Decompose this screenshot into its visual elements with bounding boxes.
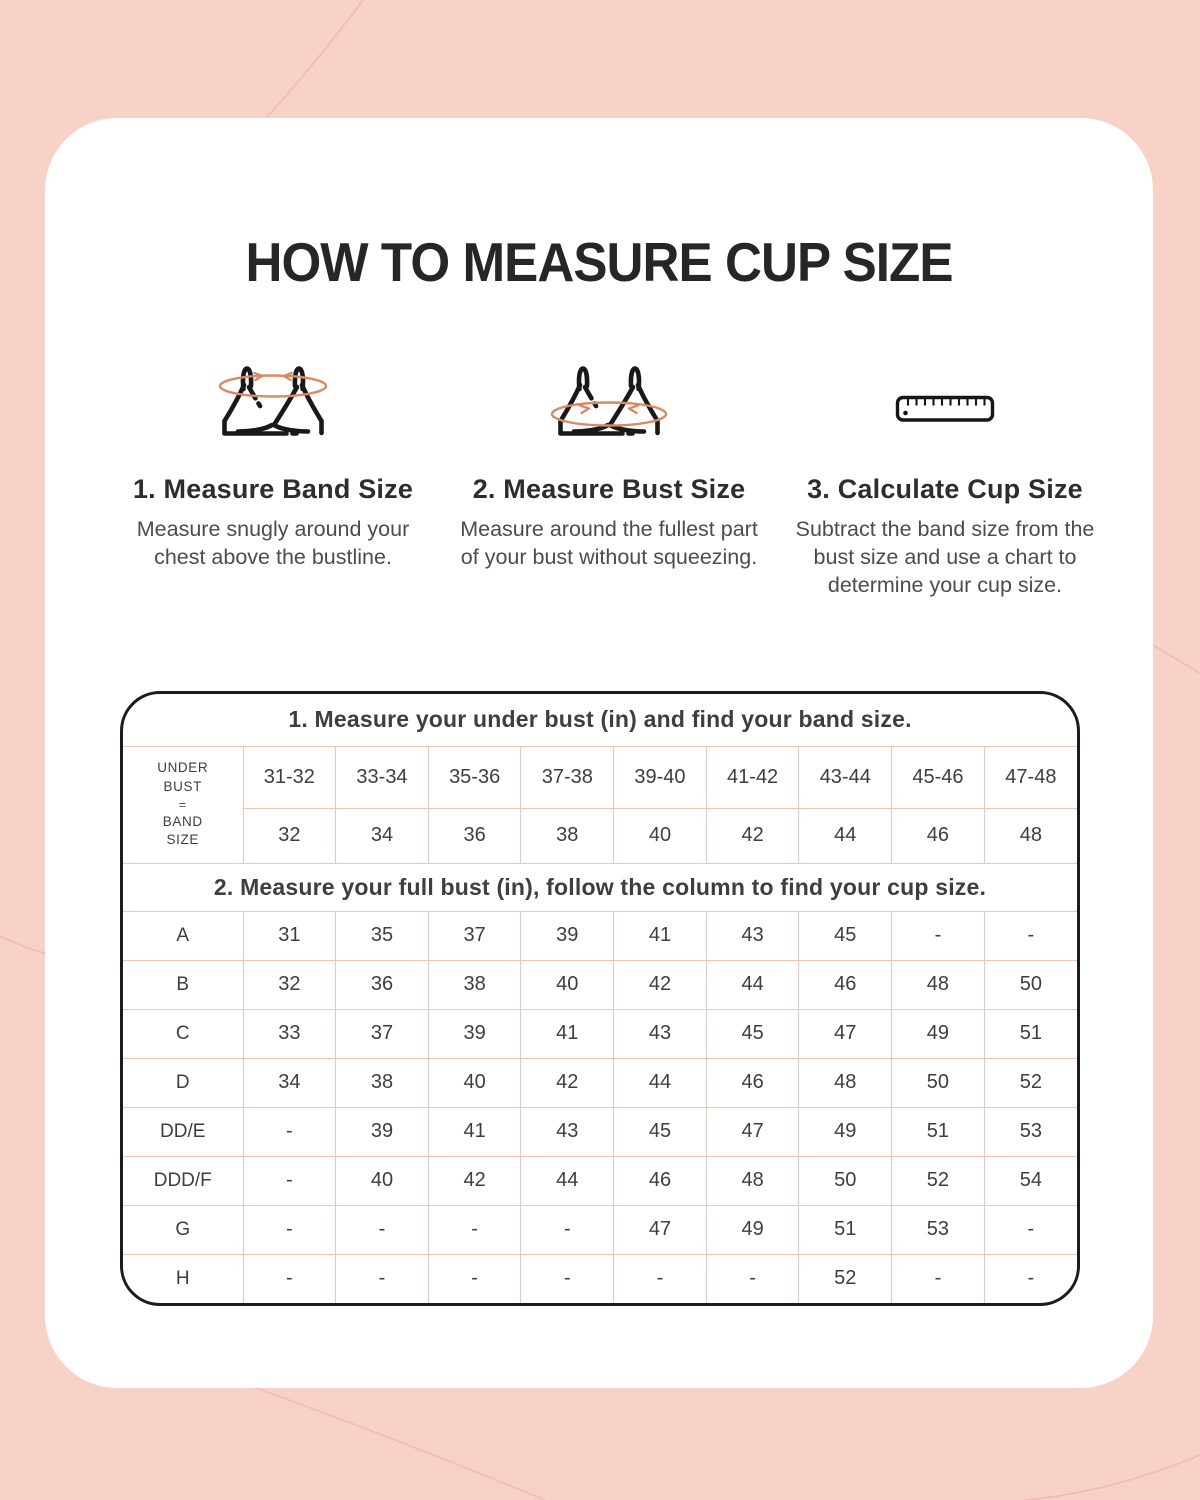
band-measure-icon xyxy=(208,362,338,456)
band-size-cell: 48 xyxy=(984,808,1077,863)
bust-size-value-cell: 52 xyxy=(892,1156,985,1205)
bust-size-value-cell: 52 xyxy=(799,1254,892,1303)
bust-size-value-cell: 49 xyxy=(799,1107,892,1156)
bust-size-value-cell: 37 xyxy=(428,911,521,960)
cup-letter-cell: G xyxy=(123,1205,243,1254)
bust-size-value-cell: 42 xyxy=(428,1156,521,1205)
under-bust-range-cell: 43-44 xyxy=(799,746,892,808)
bust-size-value-cell: 47 xyxy=(706,1107,799,1156)
cup-letter-cell: H xyxy=(123,1254,243,1303)
bust-size-value-cell: - xyxy=(614,1254,707,1303)
under-bust-range-cell: 41-42 xyxy=(706,746,799,808)
bust-size-value-cell: 32 xyxy=(243,960,336,1009)
bust-size-value-cell: - xyxy=(706,1254,799,1303)
bust-size-value-cell: 48 xyxy=(799,1058,892,1107)
bust-size-value-cell: 50 xyxy=(984,960,1077,1009)
bust-size-value-cell: - xyxy=(984,1205,1077,1254)
bust-size-value-cell: 53 xyxy=(984,1107,1077,1156)
bust-size-value-cell: - xyxy=(336,1205,429,1254)
underbust-band-corner-label xyxy=(123,746,243,863)
info-card xyxy=(45,118,1153,1388)
bust-size-value-cell: 36 xyxy=(336,960,429,1009)
bust-size-value-cell: 51 xyxy=(799,1205,892,1254)
bust-size-value-cell: - xyxy=(243,1254,336,1303)
bust-size-value-cell: 43 xyxy=(521,1107,614,1156)
bust-size-value-cell: 37 xyxy=(336,1009,429,1058)
bust-size-value-cell: - xyxy=(428,1254,521,1303)
bust-size-value-cell: 44 xyxy=(521,1156,614,1205)
bust-size-value-cell: 48 xyxy=(892,960,985,1009)
step-heading: 2. Measure Bust Size xyxy=(472,474,746,504)
bust-size-value-cell: 41 xyxy=(614,911,707,960)
corner-label-line: BUST xyxy=(163,778,202,794)
under-bust-range-cell: 37-38 xyxy=(521,746,614,808)
bust-size-value-cell: 51 xyxy=(984,1009,1077,1058)
measure-steps xyxy=(105,356,1115,600)
cup-section-title: 2. Measure your full bust (in), follow the column to find your cup size. xyxy=(123,863,1077,911)
bust-size-value-cell: 51 xyxy=(892,1107,985,1156)
size-chart xyxy=(120,691,1080,1306)
bust-size-value-cell: - xyxy=(892,1254,985,1303)
corner-label-line: UNDER xyxy=(157,760,209,776)
step-heading: 3. Calculate Cup Size xyxy=(807,474,1083,504)
bust-size-value-cell: - xyxy=(892,911,985,960)
bust-size-value-cell: - xyxy=(984,1254,1077,1303)
bust-size-value-cell: 44 xyxy=(614,1058,707,1107)
under-bust-range-cell: 31-32 xyxy=(243,746,336,808)
bust-size-value-cell: - xyxy=(521,1205,614,1254)
bust-size-value-cell: 38 xyxy=(336,1058,429,1107)
cup-letter-cell: DD/E xyxy=(123,1107,243,1156)
corner-label-line: = xyxy=(178,796,187,812)
bust-size-value-cell: 44 xyxy=(706,960,799,1009)
corner-label-line: BAND xyxy=(162,814,203,830)
bust-size-value-cell: 47 xyxy=(799,1009,892,1058)
cup-letter-cell: DDD/F xyxy=(123,1156,243,1205)
bust-measure-icon xyxy=(544,362,674,456)
under-bust-range-cell: 47-48 xyxy=(984,746,1077,808)
step-measure-bust xyxy=(441,356,777,600)
bust-size-value-cell: 40 xyxy=(521,960,614,1009)
bust-size-value-cell: 47 xyxy=(614,1205,707,1254)
under-bust-range-cell: 45-46 xyxy=(892,746,985,808)
step-description: Subtract the band size from the bust size and use a chart to determine your cup size. xyxy=(795,517,1095,597)
band-size-cell: 34 xyxy=(336,808,429,863)
ruler-icon xyxy=(895,393,995,425)
bust-size-value-cell: 41 xyxy=(521,1009,614,1058)
bust-size-value-cell: 54 xyxy=(984,1156,1077,1205)
bust-size-value-cell: 40 xyxy=(336,1156,429,1205)
bust-size-value-cell: 40 xyxy=(428,1058,521,1107)
bust-size-value-cell: 46 xyxy=(706,1058,799,1107)
bust-size-value-cell: - xyxy=(243,1156,336,1205)
under-bust-range-cell: 33-34 xyxy=(336,746,429,808)
bust-size-value-cell: 42 xyxy=(614,960,707,1009)
bust-size-value-cell: 49 xyxy=(706,1205,799,1254)
bust-size-value-cell: - xyxy=(336,1254,429,1303)
step-description: Measure snugly around your chest above the bustline. xyxy=(136,517,410,569)
bust-size-value-cell: 46 xyxy=(799,960,892,1009)
cup-letter-cell: C xyxy=(123,1009,243,1058)
step-calculate-cup xyxy=(777,356,1113,600)
bust-size-value-cell: 45 xyxy=(799,911,892,960)
bust-size-value-cell: 50 xyxy=(799,1156,892,1205)
band-size-cell: 40 xyxy=(614,808,707,863)
step-description: Measure around the fullest part of your bust without squeezing. xyxy=(460,517,758,569)
bust-size-value-cell: 38 xyxy=(428,960,521,1009)
bust-size-value-cell: 45 xyxy=(614,1107,707,1156)
bust-size-value-cell: 53 xyxy=(892,1205,985,1254)
cup-letter-cell: B xyxy=(123,960,243,1009)
under-bust-range-cell: 39-40 xyxy=(614,746,707,808)
band-size-cell: 46 xyxy=(892,808,985,863)
band-size-cell: 32 xyxy=(243,808,336,863)
bust-size-value-cell: 33 xyxy=(243,1009,336,1058)
cup-letter-cell: A xyxy=(123,911,243,960)
bust-size-value-cell: 43 xyxy=(706,911,799,960)
bust-size-value-cell: 52 xyxy=(984,1058,1077,1107)
bust-size-value-cell: 46 xyxy=(614,1156,707,1205)
step-heading: 1. Measure Band Size xyxy=(132,474,414,504)
band-section-title: 1. Measure your under bust (in) and find your band size. xyxy=(123,694,1077,746)
bust-size-value-cell: - xyxy=(428,1205,521,1254)
band-size-cell: 44 xyxy=(799,808,892,863)
bust-size-value-cell: 35 xyxy=(336,911,429,960)
bust-size-value-cell: 42 xyxy=(521,1058,614,1107)
bust-size-value-cell: - xyxy=(243,1205,336,1254)
bust-size-value-cell: 45 xyxy=(706,1009,799,1058)
bust-size-value-cell: 39 xyxy=(336,1107,429,1156)
band-size-cell: 38 xyxy=(521,808,614,863)
bust-size-value-cell: 34 xyxy=(243,1058,336,1107)
cup-letter-cell: D xyxy=(123,1058,243,1107)
bust-size-value-cell: 31 xyxy=(243,911,336,960)
band-size-cell: 36 xyxy=(428,808,521,863)
page-title: HOW TO MEASURE CUP SIZE xyxy=(245,231,953,293)
corner-label-line: SIZE xyxy=(166,832,199,848)
step-measure-band xyxy=(105,356,441,600)
band-size-cell: 42 xyxy=(706,808,799,863)
bust-size-value-cell: 39 xyxy=(428,1009,521,1058)
bust-size-value-cell: 50 xyxy=(892,1058,985,1107)
bust-size-value-cell: 41 xyxy=(428,1107,521,1156)
bust-size-value-cell: - xyxy=(243,1107,336,1156)
size-chart-table xyxy=(123,694,1077,1303)
bust-size-value-cell: 49 xyxy=(892,1009,985,1058)
bust-size-value-cell: - xyxy=(984,911,1077,960)
bust-size-value-cell: 48 xyxy=(706,1156,799,1205)
bust-size-value-cell: 39 xyxy=(521,911,614,960)
bust-size-value-cell: 43 xyxy=(614,1009,707,1058)
under-bust-range-cell: 35-36 xyxy=(428,746,521,808)
bust-size-value-cell: - xyxy=(521,1254,614,1303)
